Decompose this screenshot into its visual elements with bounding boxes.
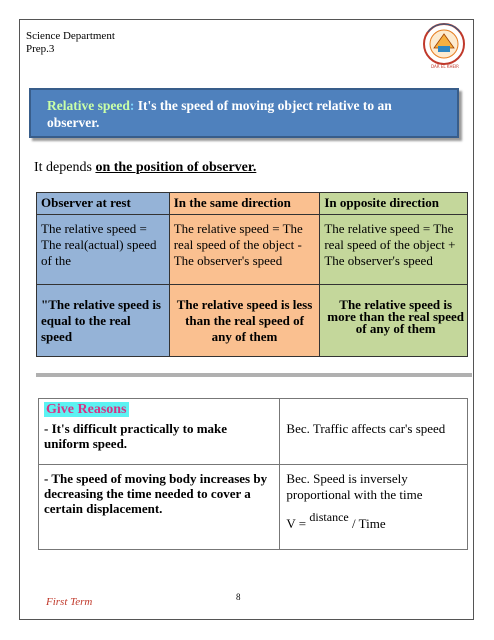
cell-opposite-direction-formula: The relative speed = The real speed of the object + The observer's speed [320,215,468,285]
formula-distance: distance [309,510,349,524]
table-row [37,285,468,357]
depends-emphasis: on the position of observer. [95,160,257,175]
header-opposite-direction: In opposite direction [320,193,468,215]
cell-same-direction-conclusion: The relative speed is less than the real speed of any of them [169,285,320,357]
give-reasons-title: Give Reasons [46,402,127,417]
logo-caption: DAR EL KHEIR [431,64,459,69]
formula-rhs: / Time [348,516,386,531]
header-observer-at-rest: Observer at rest [37,193,170,215]
department-label: Science Department [26,30,115,42]
cell-opposite-direction-conclusion: The relative speed is more than the real speed of any of them [320,285,468,357]
reason-answer-1 [280,399,468,465]
table-row [37,215,468,285]
school-logo [420,22,468,70]
table-shadow [36,373,472,377]
reason-answer-1-text: Bec. Traffic affects car's speed [286,421,446,436]
reason-answer-2-cell [280,465,468,550]
cell-at-rest-conclusion: "The relative speed is equal to the real speed [37,285,170,357]
definition-text: It's the speed of moving object relative to an observer. [47,98,392,130]
depends-prefix: It depends [34,160,96,175]
give-reasons-table [38,398,468,550]
definition-term: Relative speed [47,98,130,113]
page-number: 8 [236,592,241,602]
header-same-direction: In the same direction [169,193,320,215]
page-header [26,30,115,56]
table-header-row [37,193,468,215]
reason-question-2: - The speed of moving body increases by decreasing the time needed to cover a certain displacement. [39,465,280,550]
grade-label: Prep.3 [26,43,55,55]
footer-term: First Term [46,596,93,608]
cell-same-direction-formula: The relative speed = The real speed of the object - The observer's speed [169,215,320,285]
reason-question-1: - It's difficult practically to make uniform speed. [44,421,228,451]
reason-answer-2: Bec. Speed is inversely proportional with the time [286,471,423,502]
table-row [39,465,468,550]
reason-question-cell [39,399,280,465]
depends-sentence [34,160,256,176]
cell-at-rest-formula: The relative speed = The real(actual) speed of the [37,215,170,285]
definition-colon: : [129,98,135,113]
table-row [39,399,468,465]
relative-speed-table [36,192,468,357]
definition-box [29,88,459,138]
formula-lhs: V = [286,516,310,531]
speed-formula [286,509,461,532]
